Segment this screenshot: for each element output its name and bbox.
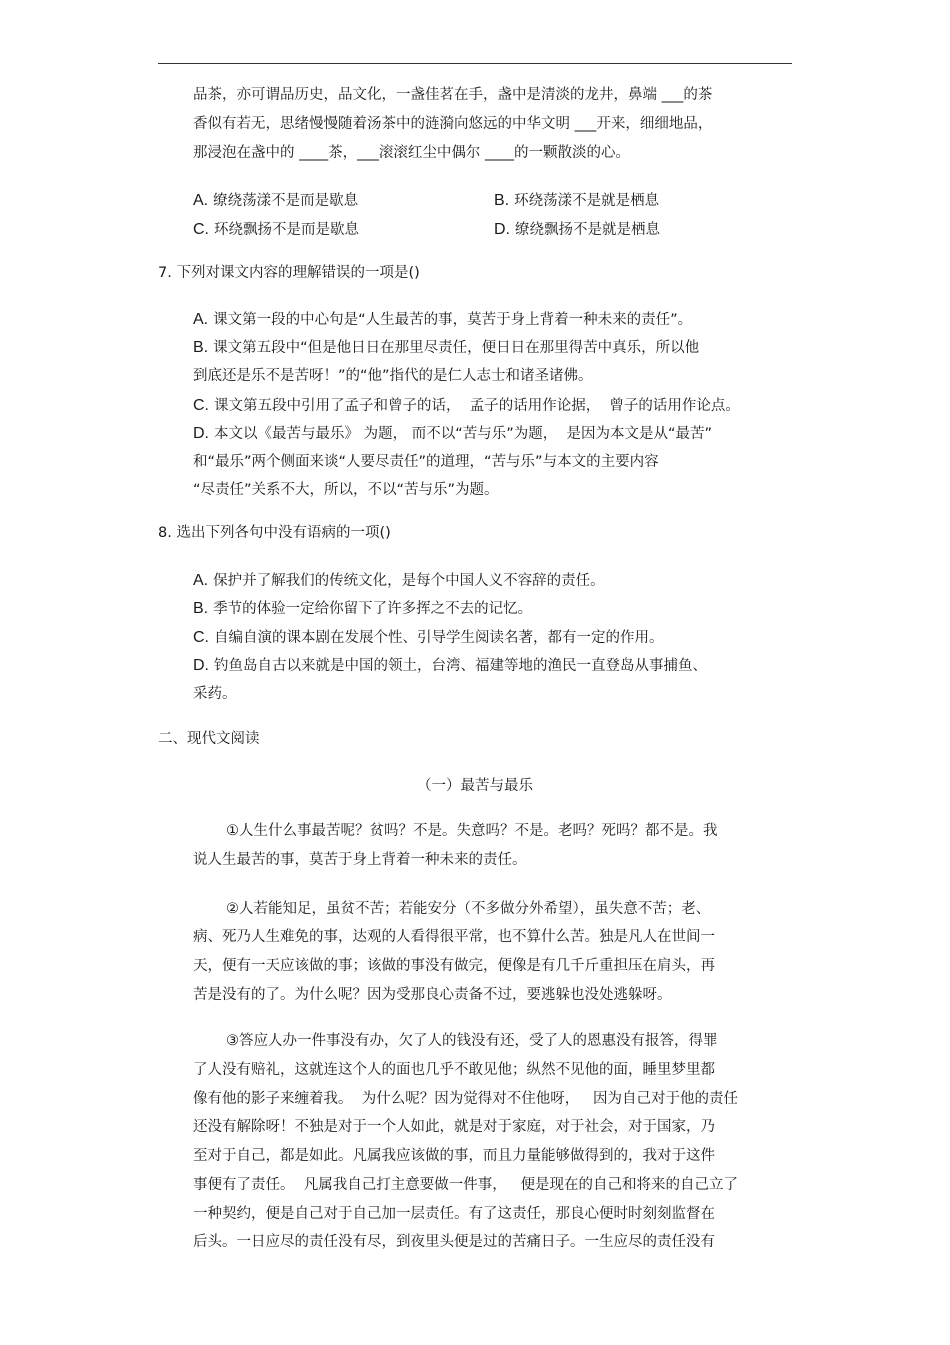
paragraph-line: 还没有解除呀！不独是对于一个人如此，就是对于家庭，对于社会，对于国家，乃: [193, 1119, 715, 1135]
paragraph-line: 了人没有赔礼，这就连这个人的面也几乎不敢见他；纵然不见他的面，睡里梦里都: [193, 1062, 715, 1078]
header-rule: [158, 63, 792, 64]
paragraph-line: ②人若能知足，虽贫不苦；若能安分（不多做分外希望），虽失意不苦；老、: [226, 901, 711, 917]
paragraph-line: 至对于自己，都是如此。凡属我应该做的事，而且力量能够做得到的，我对于这件: [193, 1148, 715, 1164]
q8-option-a: A. 保护并了解我们的传统文化，是每个中国人义不容辞的责任。: [193, 572, 605, 589]
q7-option-d-cont: 和“最乐”两个侧面来谈“人要尽责任”的道理，“苦与乐”与本文的主要内容: [193, 454, 659, 470]
passage-line: 香似有若无，思绪慢慢随着汤茶中的涟漪向悠远的中华文明 ___开来，细细地品，: [193, 116, 713, 132]
paragraph-line: 事便有了责任。 凡属我自己打主意要做一件事， 便是现在的自己和将来的自己立了: [193, 1177, 739, 1193]
q7-stem: 7. 下列对课文内容的理解错误的一项是(): [158, 265, 420, 281]
paragraph-line: 说人生最苦的事，莫苦于身上背着一种未来的责任。: [193, 852, 527, 868]
q7-option-c: C. 课文第五段中引用了孟子和曾子的话， 孟子的话用作论据， 曾子的话用作论点。: [193, 397, 740, 414]
paragraph-line: 一种契约，便是自己对于自己加一层责任。有了这责任，那良心便时时刻刻监督在: [193, 1206, 715, 1222]
paragraph-line: 天，便有一天应该做的事；该做的事没有做完，便像是有几千斤重担压在肩头，再: [193, 958, 715, 974]
q7-option-a: A. 课文第一段的中心句是“人生最苦的事，莫苦于身上背着一种未来的责任”。: [193, 311, 693, 328]
section-heading: 二、现代文阅读: [158, 731, 260, 747]
q8-option-d-cont: 采药。: [193, 686, 237, 702]
paragraph-line: 病、死乃人生难免的事，达观的人看得很平常，也不算什么苦。独是凡人在世间一: [193, 929, 715, 945]
q7-option-b-cont: 到底还是乐不是苦呀！”的“他”指代的是仁人志士和诸圣诸佛。: [193, 368, 593, 384]
passage-line: 品茶，亦可谓品历史，品文化，一盏佳茗在手，盏中是清淡的龙井，鼻端 ___的茶: [193, 87, 713, 103]
q8-option-d: D. 钓鱼岛自古以来就是中国的领土，台湾、福建等地的渔民一直登岛从事捕鱼、: [193, 657, 707, 674]
q7-option-b: B. 课文第五段中“但是他日日在那里尽责任，便日日在那里得苦中真乐，所以他: [193, 339, 700, 356]
q8-option-c: C. 自编自演的课本剧在发展个性、引导学生阅读名著，都有一定的作用。: [193, 629, 664, 646]
q6-option-b: B. 环绕荡漾不是就是栖息: [494, 192, 660, 209]
q7-option-d-cont: “尽责任”关系不大，所以，不以“苦与乐”为题。: [193, 482, 499, 498]
q6-option-a: A. 缭绕荡漾不是而是歇息: [193, 192, 359, 209]
q8-option-b: B. 季节的体验一定给你留下了许多挥之不去的记忆。: [193, 600, 533, 617]
q6-option-d: D. 缭绕飘扬不是就是栖息: [494, 221, 660, 238]
paragraph-line: 后头。一日应尽的责任没有尽，到夜里头便是过的苦痛日子。一生应尽的责任没有: [193, 1234, 715, 1250]
passage-line: 那浸泡在盏中的 ____茶，___滚滚红尘中偶尔 ____的一颗散淡的心。: [193, 145, 630, 161]
paragraph-line: 苦是没有的了。为什么呢？因为受那良心责备不过，要逃躲也没处逃躲呀。: [193, 987, 672, 1003]
q7-option-d: D. 本文以《最苦与最乐》 为题， 而不以“苦与乐”为题， 是因为本文是从“最苦”: [193, 425, 712, 442]
paragraph-line: ①人生什么事最苦呢？贫吗？不是。失意吗？不是。老吗？死吗？都不是。我: [226, 823, 718, 839]
paragraph-line: ③答应人办一件事没有办，欠了人的钱没有还，受了人的恩惠没有报答，得罪: [226, 1033, 718, 1049]
reading-title: （一）最苦与最乐: [417, 778, 533, 794]
paragraph-line: 像有他的影子来缠着我。 为什么呢？因为觉得对不住他呀， 因为自己对于他的责任: [193, 1091, 739, 1107]
q8-stem: 8. 选出下列各句中没有语病的一项(): [158, 525, 391, 541]
q6-option-c: C. 环绕飘扬不是而是歇息: [193, 221, 359, 238]
